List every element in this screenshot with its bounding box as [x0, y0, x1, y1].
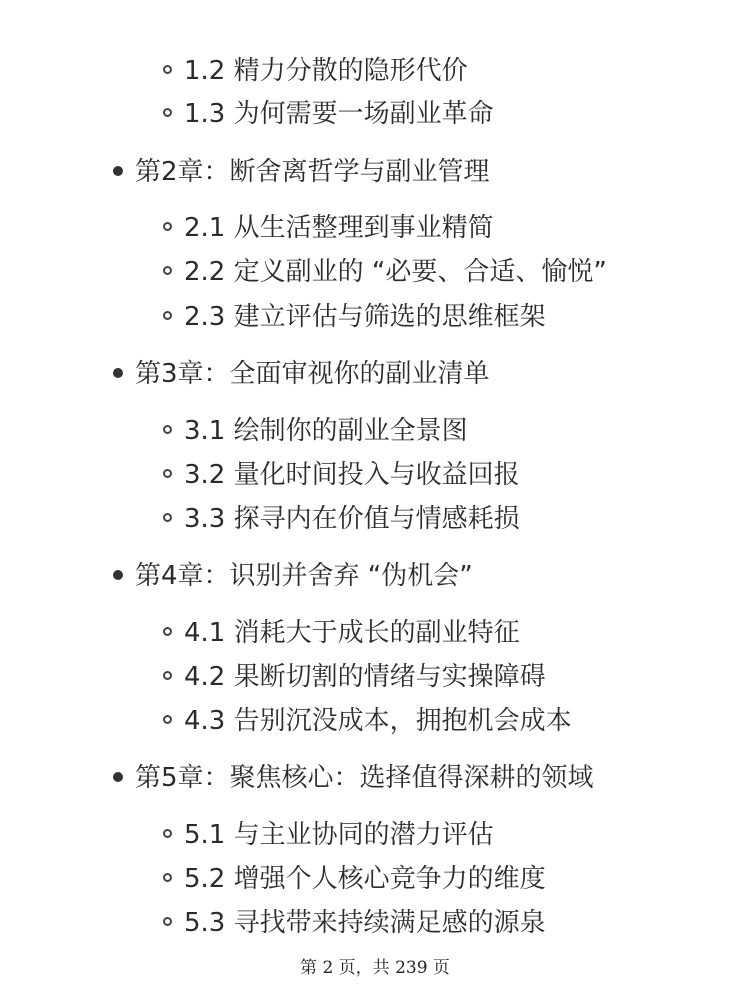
list-item: [113, 357, 490, 391]
chapter-title: 第5章：聚焦核心：选择值得深耕的领域: [135, 763, 594, 793]
disc-bullet-icon: [113, 368, 123, 378]
circle-bullet-icon: [163, 108, 172, 117]
section-title: 5.1 与主业协同的潜力评估: [184, 820, 494, 850]
section-title: 4.3 告别沉没成本，拥抱机会成本: [184, 706, 572, 736]
circle-bullet-icon: [163, 671, 172, 680]
list-item: [163, 616, 520, 650]
list-item: [163, 54, 468, 88]
chapter-title: 第2章：断舍离哲学与副业管理: [135, 157, 490, 187]
section-title: 3.3 探寻内在价值与情感耗损: [184, 504, 520, 534]
list-item: [113, 559, 473, 593]
section-title: 5.3 寻找带来持续满足感的源泉: [184, 908, 546, 938]
chapter-title: 第4章：识别并舍弃 “伪机会”: [135, 561, 473, 591]
section-title: 2.1 从生活整理到事业精简: [184, 213, 494, 243]
section-title: 1.2 精力分散的隐形代价: [184, 56, 468, 86]
circle-bullet-icon: [163, 311, 172, 320]
circle-bullet-icon: [163, 65, 172, 74]
section-title: 2.2 定义副业的 “必要、合适、愉悦”: [184, 257, 607, 287]
section-title: 3.2 量化时间投入与收益回报: [184, 460, 520, 490]
section-title: 2.3 建立评估与筛选的思维框架: [184, 302, 546, 332]
list-item: [163, 97, 494, 131]
section-title: 5.2 增强个人核心竞争力的维度: [184, 864, 546, 894]
circle-bullet-icon: [163, 222, 172, 231]
circle-bullet-icon: [163, 469, 172, 478]
circle-bullet-icon: [163, 513, 172, 522]
circle-bullet-icon: [163, 425, 172, 434]
list-item: [163, 862, 546, 896]
list-item: [163, 255, 607, 289]
disc-bullet-icon: [113, 570, 123, 580]
section-title: 4.1 消耗大于成长的副业特征: [184, 618, 520, 648]
list-item: [113, 155, 490, 189]
circle-bullet-icon: [163, 873, 172, 882]
list-item: [163, 211, 494, 245]
list-item: [163, 458, 520, 492]
page-number-label: 第 2 页，共 239 页: [300, 958, 450, 978]
circle-bullet-icon: [163, 266, 172, 275]
circle-bullet-icon: [163, 829, 172, 838]
section-title: 4.2 果断切割的情绪与实操障碍: [184, 662, 546, 692]
circle-bullet-icon: [163, 715, 172, 724]
disc-bullet-icon: [113, 166, 123, 176]
disc-bullet-icon: [113, 772, 123, 782]
list-item: [163, 502, 520, 536]
page-footer: [0, 953, 750, 978]
circle-bullet-icon: [163, 627, 172, 636]
list-item: [163, 818, 494, 852]
list-item: [163, 704, 572, 738]
section-title: 3.1 绘制你的副业全景图: [184, 416, 468, 446]
list-item: [163, 906, 546, 940]
list-item: [113, 761, 594, 795]
circle-bullet-icon: [163, 917, 172, 926]
list-item: [163, 300, 546, 334]
list-item: [163, 660, 546, 694]
section-title: 1.3 为何需要一场副业革命: [184, 99, 494, 129]
list-item: [163, 414, 468, 448]
chapter-title: 第3章：全面审视你的副业清单: [135, 359, 490, 389]
